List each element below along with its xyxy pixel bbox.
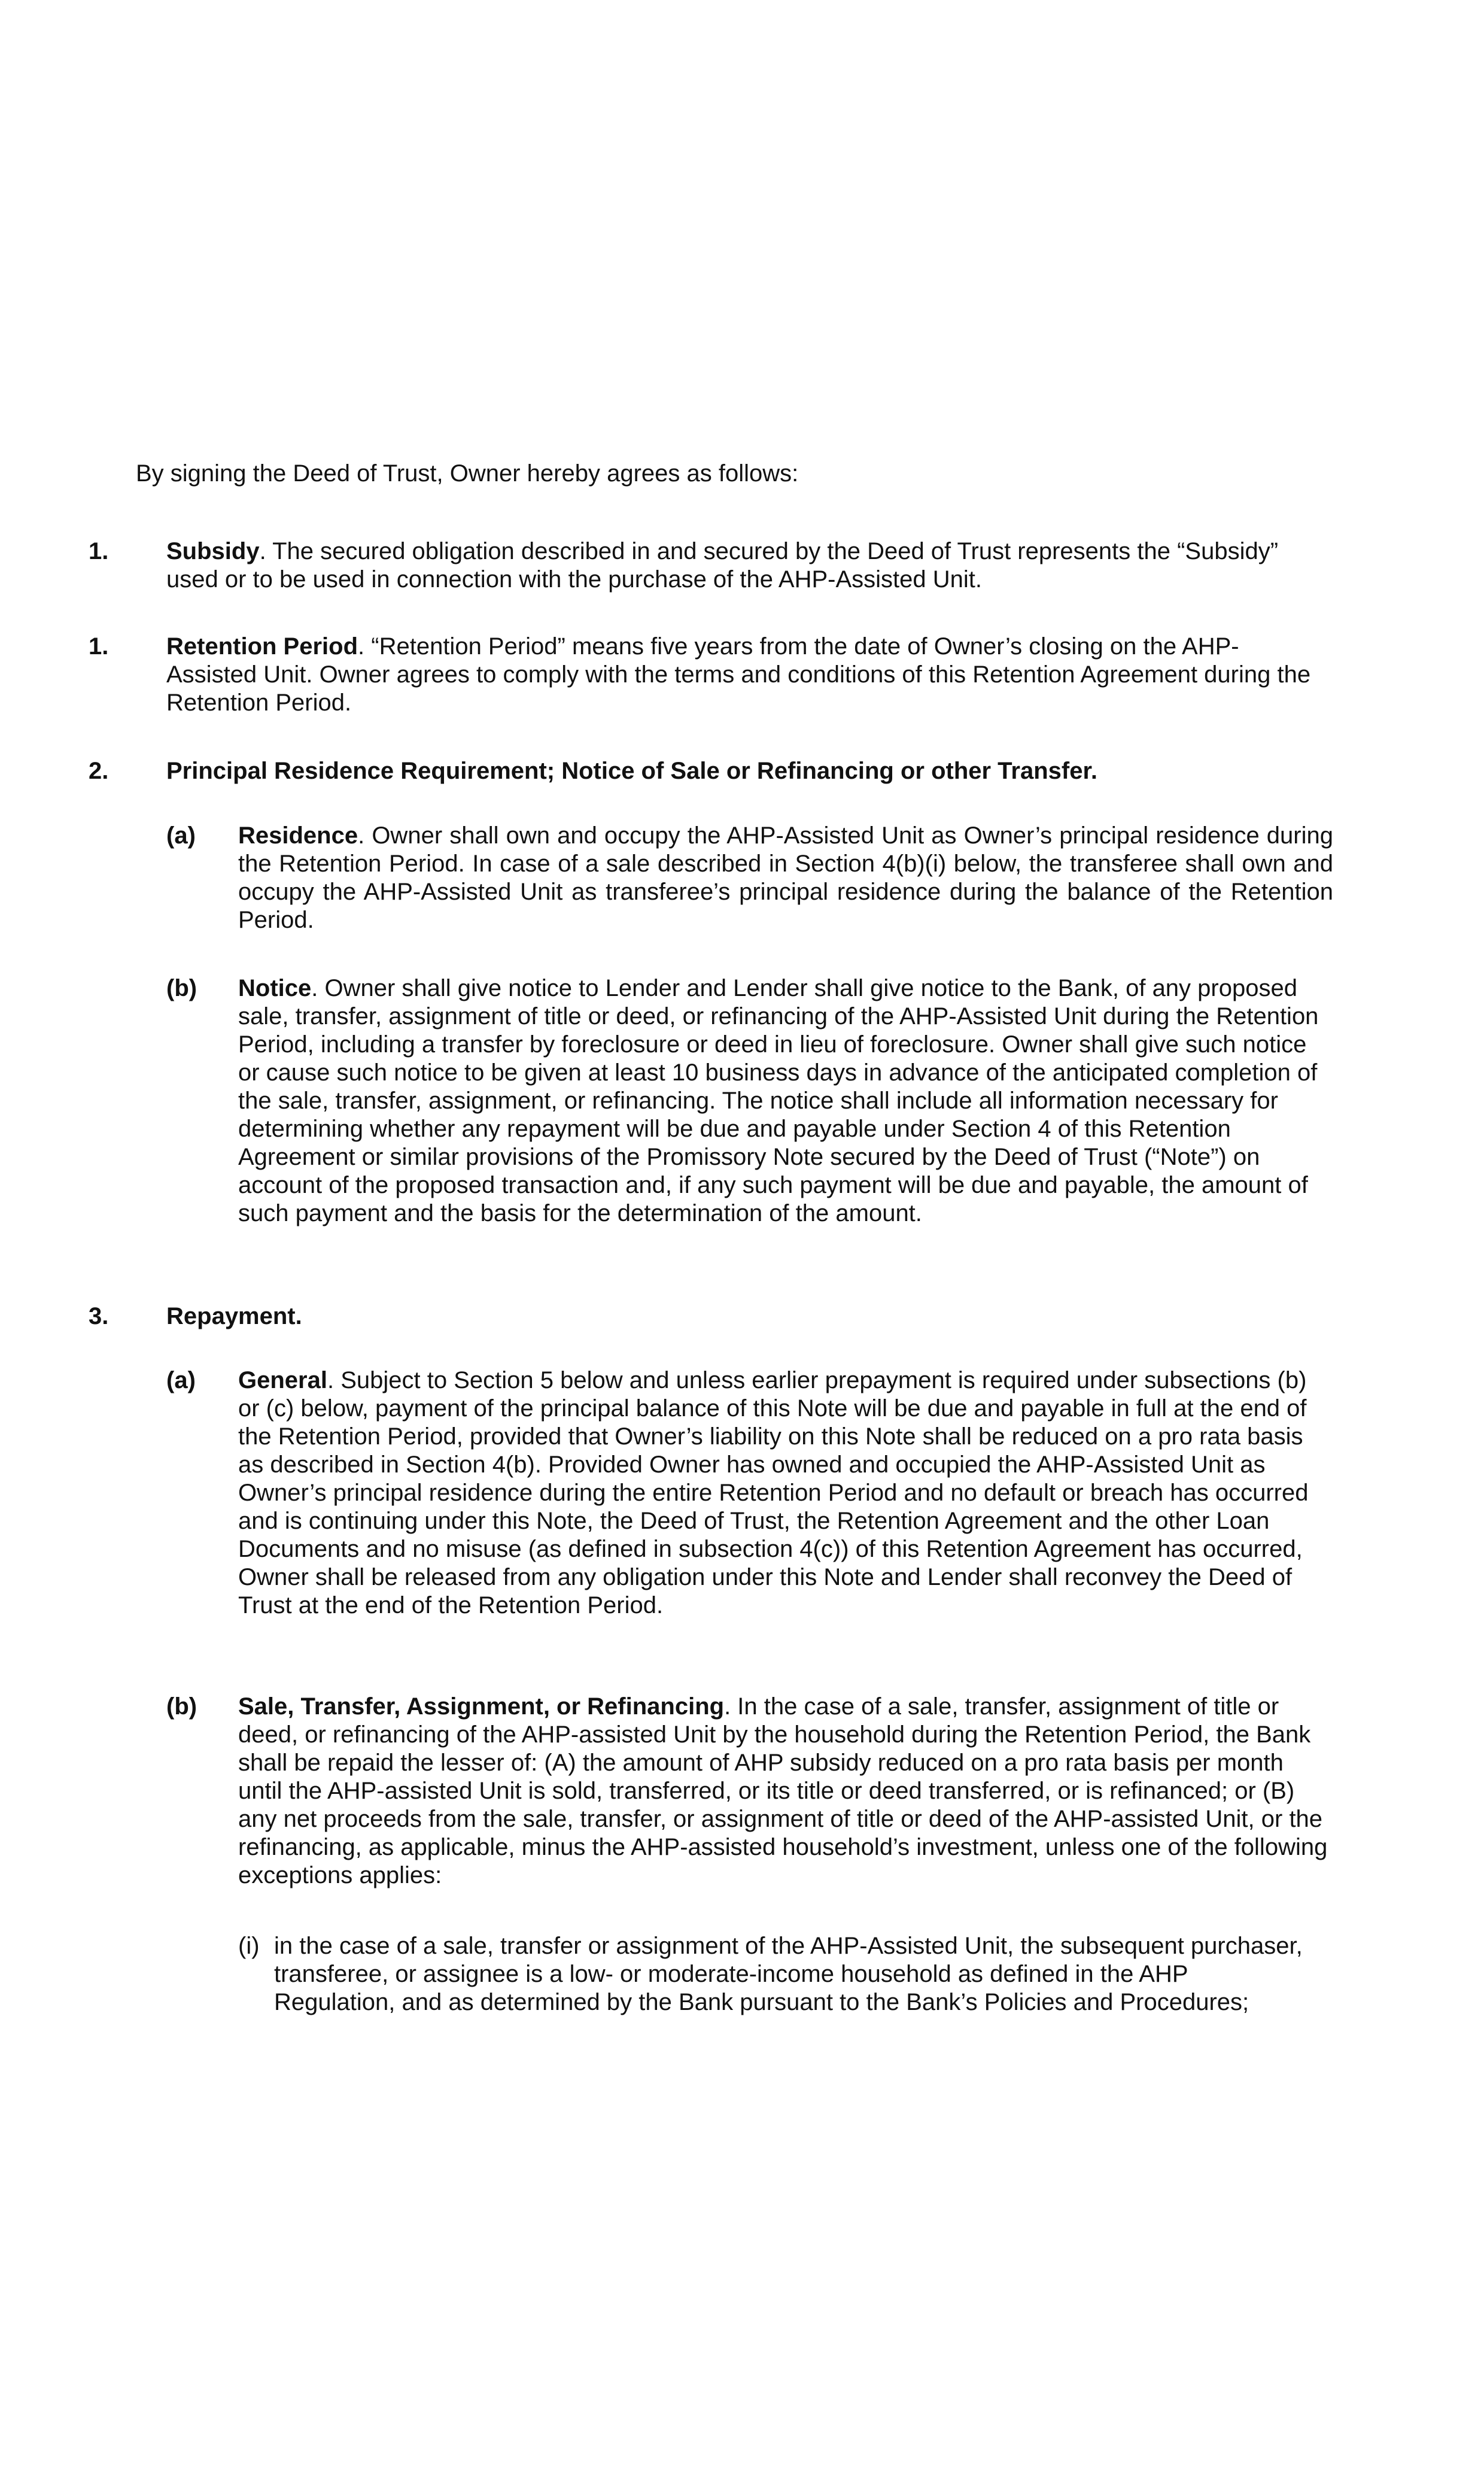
subsubsection-text: in the case of a sale, transfer or assignment of the AHP-Assisted Unit, the subsequent purchaser, transferee, or assignee is a low- or moderate-income household as defined in the AHP Regulation, and as determined by the Bank pursuant to the Bank’s Policies and Procedures; <box>274 1933 1303 2015</box>
subsection-text: . Subject to Section 5 below and unless earlier prepayment is required under subsections (b) or (c) below, payment of the principal balance of this Note will be due and payable in full at the end of the Retention Period, provided that Owner’s liability on this Note shall be reduced on a pro rata basis as described in Section 4(b). Provided Owner has owned and occupied the AHP-Assisted Unit as Owner’s principal residence during the entire Retention Period and no default or breach has occurred and is continuing under this Note, the Deed of Trust, the Retention Agreement and the other Loan Documents and no misuse (as defined in subsection 4(c)) of this Retention Agreement has occurred, Owner shall be released from any obligation under this Note and Lender shall reconvey the Deed of Trust at the end of the Retention Period. <box>238 1367 1309 1618</box>
subsection-title: Sale, Transfer, Assignment, or Refinancing <box>238 1693 725 1720</box>
subsection-body <box>238 822 1333 934</box>
section-body <box>166 757 1327 785</box>
section-number: 2. <box>89 758 109 784</box>
subsection-title: Residence <box>238 822 358 849</box>
subsection-title: General <box>238 1367 327 1393</box>
subsection-sale-transfer <box>166 1693 1339 1890</box>
subsection-body <box>238 1367 1333 1620</box>
intro-text: By signing the Deed of Trust, Owner hereby agrees as follows: <box>136 460 799 487</box>
subsection-body <box>238 974 1333 1228</box>
section-repayment <box>89 1302 1333 1331</box>
section-title: Retention Period <box>166 633 358 660</box>
section-retention-period <box>89 633 1333 717</box>
subsection-residence <box>166 822 1339 934</box>
section-title: Subsidy <box>166 538 260 564</box>
subsection-body <box>238 1693 1333 1890</box>
section-title: Repayment. <box>166 1303 302 1329</box>
subsection-text: . Owner shall own and occupy the AHP-Assisted Unit as Owner’s principal residence during the Retention Period. In case of a sale described in Section 4(b)(i) below, the transferee shall own and occupy the AHP-Assisted Unit as transferee’s principal residence during the balance of the Retention Period. <box>238 822 1333 933</box>
subsection-label: (b) <box>166 975 197 1001</box>
subsubsection-label: (i) <box>238 1933 260 1959</box>
subsection-label: (a) <box>166 1367 196 1393</box>
subsection-label: (b) <box>166 1693 197 1720</box>
section-principal-residence <box>89 757 1333 785</box>
section-number: 1. <box>89 538 109 564</box>
section-body <box>166 538 1327 594</box>
section-subsidy <box>89 538 1333 594</box>
section-body <box>166 633 1327 717</box>
subsection-text: . Owner shall give notice to Lender and Lender shall give notice to the Bank, of any proposed sale, transfer, assignment of title or deed, or refinancing of the AHP-Assisted Unit during the Retention Period, including a transfer by foreclosure or deed in lieu of foreclosure. Owner shall give such notice or cause such notice to be given at least 10 business days in advance of the anticipated completion of the sale, transfer, assignment, or refinancing. The notice shall include all information necessary for determining whether any repayment will be due and payable under Section 4 of this Retention Agreement or similar provisions of the Promissory Note secured by the Deed of Trust (“Note”) on account of the proposed transaction and, if any such payment will be due and payable, the amount of such payment and the basis for the determination of the amount. <box>238 975 1319 1226</box>
section-text: . The secured obligation described in and secured by the Deed of Trust represents the “Subsidy” used or to be used in connection with the purchase of the AHP-Assisted Unit. <box>166 538 1279 593</box>
section-number: 3. <box>89 1303 109 1329</box>
subsection-title: Notice <box>238 975 312 1001</box>
subsection-label: (a) <box>166 822 196 849</box>
section-title: Principal Residence Requirement; Notice of Sale or Refinancing or other Transfer. <box>166 758 1097 784</box>
subsection-general <box>166 1367 1339 1620</box>
subsubsection-exception-i <box>238 1932 1315 2017</box>
section-number: 1. <box>89 633 109 660</box>
subsection-text: . In the case of a sale, transfer, assignment of title or deed, or refinancing of the AHP-assisted Unit by the household during the Retention Period, the Bank shall be repaid the lesser of: (A) the amount of AHP subsidy reduced on a pro rata basis per month until the AHP-assisted Unit is sold, transferred, or its title or deed transferred, or is refinanced; or (B) any net proceeds from the sale, transfer, or assignment of title or deed of the AHP-assisted Unit, or the refinancing, as applicable, minus the AHP-assisted household’s investment, unless one of the following exceptions applies: <box>238 1693 1328 1888</box>
section-body <box>166 1302 1327 1331</box>
section-text: . “Retention Period” means five years from the date of Owner’s closing on the AHP-Assisted Unit. Owner agrees to comply with the terms and conditions of this Retention Agreement during the Retention Period. <box>166 633 1311 716</box>
subsection-notice <box>166 974 1339 1228</box>
